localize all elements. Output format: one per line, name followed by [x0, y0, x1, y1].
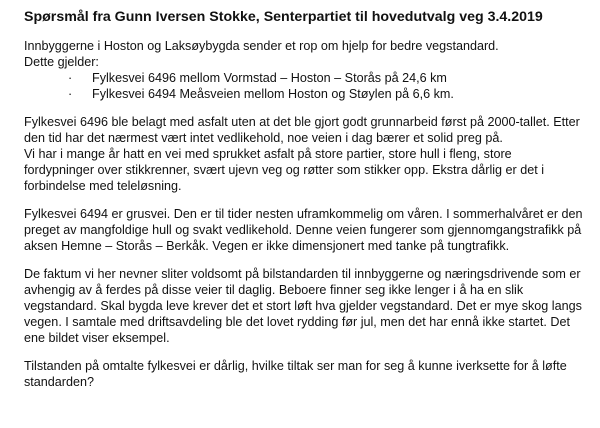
intro-line: Dette gjelder:	[24, 55, 99, 69]
list-item	[24, 86, 584, 102]
paragraph-fv6496	[24, 114, 584, 194]
paragraph-line: vegen. I samtale med driftsavdeling ble det lovet rydding før jul, men det har ennå ikke startet. Det	[24, 315, 571, 329]
intro-paragraph	[24, 38, 584, 70]
paragraph-line: avhengig av å ferdes på disse veier til daglig. Beboere finner seg ikke lenger i å ha en slik	[24, 283, 524, 297]
document-title: Spørsmål fra Gunn Iversen Stokke, Senterpartiet til hovedutvalg veg 3.4.2019	[24, 9, 543, 25]
paragraph-line: Fylkesvei 6496 ble belagt med asfalt uten at det ble gjort godt grunnarbeid først på 2000-tallet. Etter	[24, 115, 580, 129]
paragraph-line: standarden?	[24, 375, 95, 389]
paragraph-impact	[24, 266, 584, 346]
bullet-marker: ·	[68, 87, 73, 101]
paragraph-line: den tid har det nærmest vært intet vedlikehold, noe veien i dag bærer et solid preg på.	[24, 131, 503, 145]
paragraph-line: De faktum vi her nevner sliter voldsomt på bilstandarden til innbyggerne og næringsdrivende som er	[24, 267, 581, 281]
paragraph-line: ene bildet viser eksempel.	[24, 331, 170, 345]
paragraph-fv6494	[24, 206, 584, 254]
paragraph-line: preget av mangfoldige hull og svakt vedlikehold. Denne veien fungerer som gjennomgangstrafikk på	[24, 223, 582, 237]
paragraph-line: Vi har i mange år hatt en vei med sprukket asfalt på store partier, store hull i fleng, store	[24, 147, 512, 161]
intro-line: Innbyggerne i Hoston og Laksøybygda sender et rop om hjelp for bedre vegstandard.	[24, 39, 499, 53]
paragraph-line: fordypninger over stikkrenner, svært ujevn veg og røtter som stikker opp. Ekstra dårlig er det i	[24, 163, 545, 177]
paragraph-line: vegstandard. Skal bygda leve krever det et stort løft hva gjelder vegstandard. Det er mye skog langs	[24, 299, 582, 313]
paragraph-line: aksen Hemne – Storås – Berkåk. Vegen er ikke dimensjonert med tanke på tungtrafikk.	[24, 239, 510, 253]
paragraph-question	[24, 358, 584, 390]
paragraph-line: forbindelse med teleløsning.	[24, 179, 182, 193]
list-item-text: Fylkesvei 6496 mellom Vormstad – Hoston – Storås på 24,6 km	[92, 71, 447, 85]
document-page	[24, 8, 584, 390]
list-item	[24, 70, 584, 86]
bullet-marker: ·	[68, 71, 73, 85]
list-item-text: Fylkesvei 6494 Meåsveien mellom Hoston og Støylen på 6,6 km.	[92, 87, 454, 101]
paragraph-line: Tilstanden på omtalte fylkesvei er dårlig, hvilke tiltak ser man for seg å kunne iverksette for å løfte	[24, 359, 567, 373]
road-list	[24, 70, 584, 102]
paragraph-line: Fylkesvei 6494 er grusvei. Den er til tider nesten uframkommelig om våren. I sommerhalvåret er den	[24, 207, 583, 221]
